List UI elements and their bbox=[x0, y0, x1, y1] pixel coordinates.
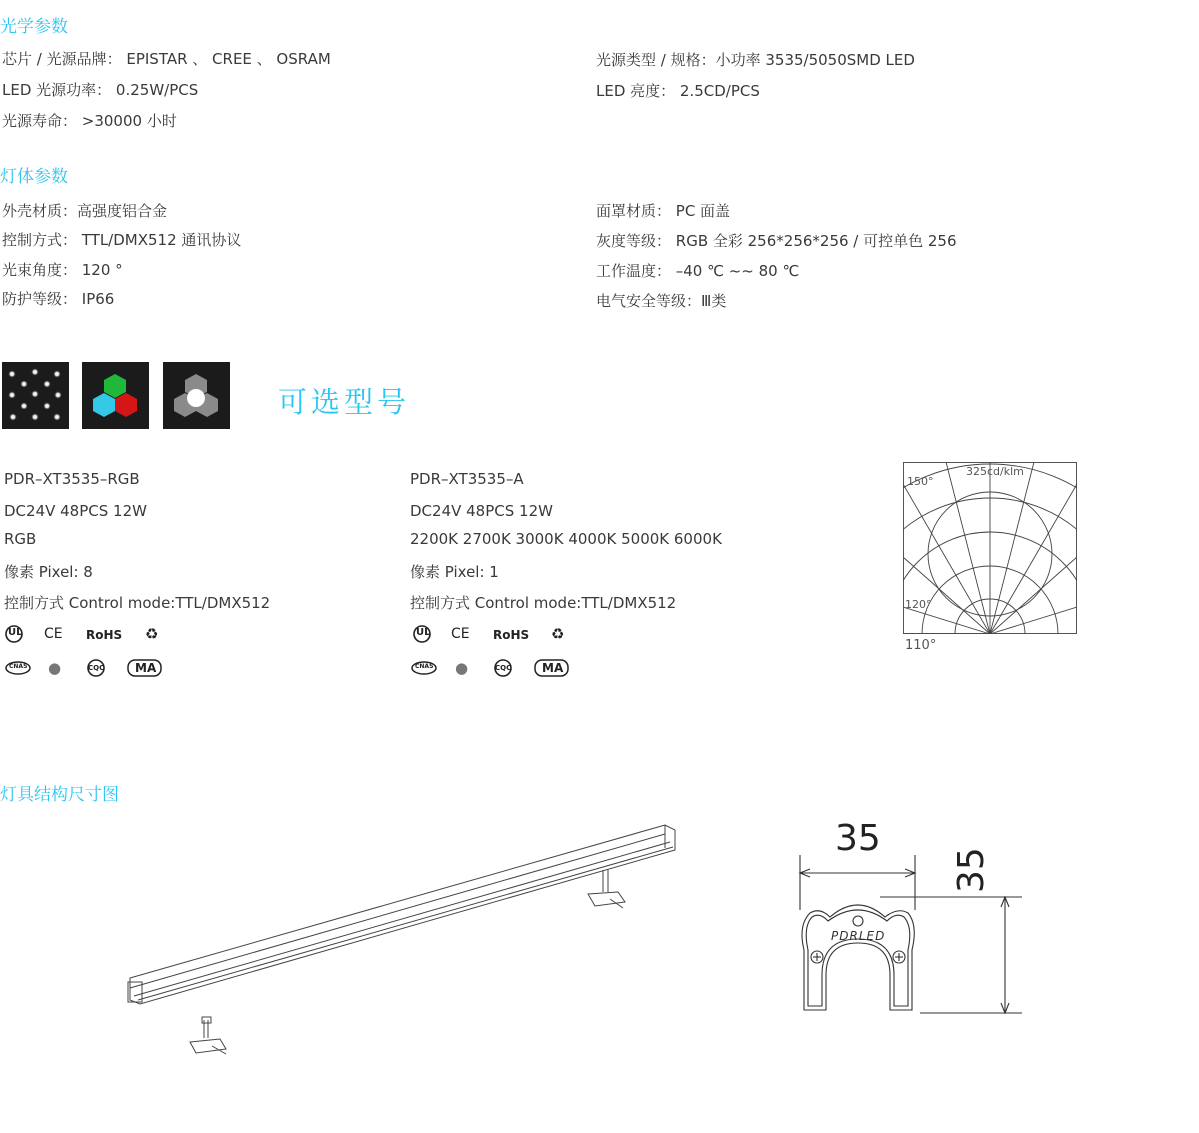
body-housing: 外壳材质：高强度铝合金 bbox=[2, 202, 168, 220]
mono-hexagons-icon bbox=[163, 362, 230, 429]
model1-control: 控制方式 Control mode:TTL/DMX512 bbox=[4, 594, 271, 612]
body-section-title: 灯体参数 bbox=[0, 167, 68, 187]
model1-cert-ul: UL bbox=[8, 627, 23, 638]
model2-cert-cnas: CNAS bbox=[415, 663, 434, 670]
polar-angle-150: 150° bbox=[907, 475, 934, 488]
model1-cert-cqc: CQC bbox=[88, 664, 105, 672]
model2-control: 控制方式 Control mode:TTL/DMX512 bbox=[410, 594, 677, 612]
polar-unit-label: 325cd/klm bbox=[966, 465, 1024, 478]
model1-cert-recycle: ♻ bbox=[145, 625, 159, 643]
model2-power: DC24V 48PCS 12W bbox=[410, 502, 553, 520]
model2-cert-rohs: RoHS bbox=[493, 628, 530, 642]
white-dots-icon bbox=[2, 362, 69, 429]
profile-brand-logo: PDRLED bbox=[831, 929, 886, 943]
optical-lifetime: 光源寿命： >30000 小时 bbox=[2, 112, 177, 130]
polar-angle-120: 120° bbox=[905, 598, 932, 611]
model2-cert-dot: ● bbox=[455, 659, 469, 677]
model2-cert-ul: UL bbox=[416, 627, 431, 638]
body-beam-angle: 光束角度： 120 ° bbox=[2, 261, 123, 279]
swatch-rgb bbox=[82, 362, 149, 429]
optional-models-title: 可选型号 bbox=[278, 385, 411, 419]
swatch-mono bbox=[163, 362, 230, 429]
body-safety-class: 电气安全等级：Ⅲ类 bbox=[596, 292, 727, 310]
model1-pixel: 像素 Pixel: 8 bbox=[4, 563, 93, 581]
model1-cert-cnas: CNAS bbox=[9, 663, 28, 670]
optical-section-title: 光学参数 bbox=[0, 17, 68, 37]
dimension-height-label: 35 bbox=[951, 847, 992, 893]
model1-color: RGB bbox=[4, 530, 37, 548]
model1-name: PDR–XT3535–RGB bbox=[4, 470, 140, 488]
model2-name: PDR–XT3535–A bbox=[410, 470, 524, 488]
optical-source-type: 光源类型 / 规格：小功率 3535/5050SMD LED bbox=[596, 51, 915, 69]
body-control: 控制方式： TTL/DMX512 通讯协议 bbox=[2, 231, 242, 249]
model1-cert-ce: CE bbox=[44, 626, 63, 642]
body-cover: 面罩材质： PC 面盖 bbox=[596, 202, 731, 220]
model1-cert-dot: ● bbox=[48, 659, 62, 677]
model2-pixel: 像素 Pixel: 1 bbox=[410, 563, 499, 581]
profile-drawing bbox=[790, 855, 1030, 1025]
light-bar-drawing bbox=[120, 820, 690, 1060]
model2-cert-cqc: CQC bbox=[495, 664, 512, 672]
dimension-section-title: 灯具结构尺寸图 bbox=[0, 785, 119, 805]
body-ip-rating: 防护等级： IP66 bbox=[2, 290, 115, 308]
model2-cert-ce: CE bbox=[451, 626, 470, 642]
model2-cert-ma: MA bbox=[542, 661, 564, 675]
model2-cert-recycle: ♻ bbox=[551, 625, 565, 643]
dimension-width-label: 35 bbox=[835, 818, 881, 859]
polar-angle-110: 110° bbox=[905, 638, 937, 653]
model1-power: DC24V 48PCS 12W bbox=[4, 502, 147, 520]
model2-cct: 2200K 2700K 3000K 4000K 5000K 6000K bbox=[410, 530, 722, 548]
optical-led-power: LED 光源功率： 0.25W/PCS bbox=[2, 81, 199, 99]
body-work-temp: 工作温度： –40 ℃ ~~ 80 ℃ bbox=[596, 262, 800, 280]
model1-cert-rohs: RoHS bbox=[86, 628, 123, 642]
optical-chip-brand: 芯片 / 光源品牌： EPISTAR 、 CREE 、 OSRAM bbox=[2, 50, 331, 68]
model1-cert-ma: MA bbox=[135, 661, 157, 675]
optical-brightness: LED 亮度： 2.5CD/PCS bbox=[596, 82, 760, 100]
swatch-white-dots bbox=[2, 362, 69, 429]
rgb-hexagons-icon bbox=[82, 362, 149, 429]
body-gray-level: 灰度等级： RGB 全彩 256*256*256 / 可控单色 256 bbox=[596, 232, 957, 250]
